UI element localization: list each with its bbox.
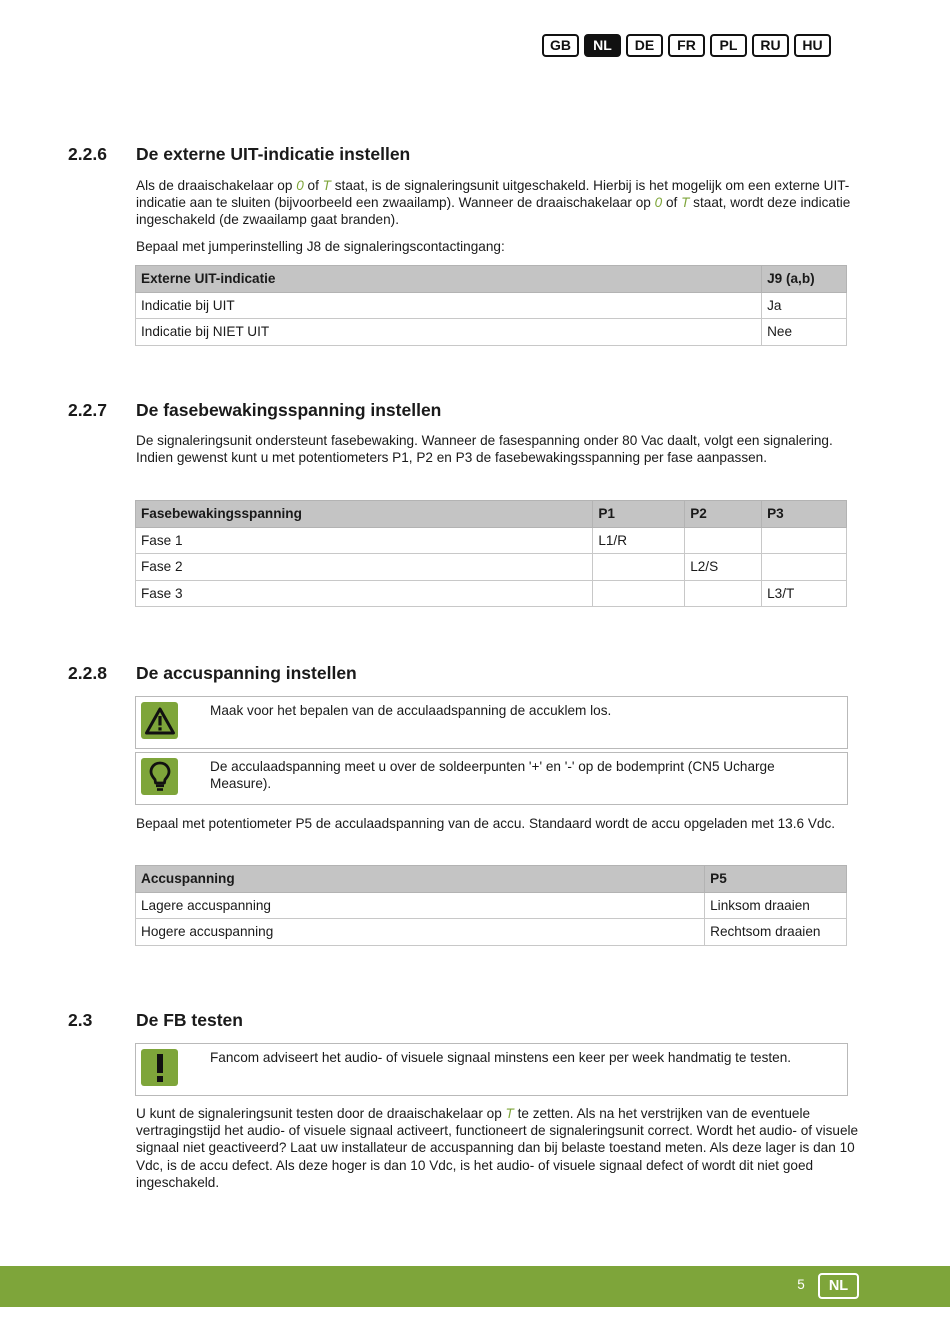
table-header-cell: Externe UIT-indicatie (136, 266, 762, 293)
warning-triangle-icon (141, 702, 178, 739)
table-cell (685, 527, 762, 554)
table-cell: Indicatie bij NIET UIT (136, 319, 762, 346)
table-cell (685, 580, 762, 607)
page-footer (0, 1266, 950, 1307)
language-tab-hu[interactable]: HU (794, 34, 831, 57)
table-cell: Lagere accuspanning (136, 892, 705, 919)
section-title: De FB testen (136, 1010, 243, 1030)
table-row (136, 527, 847, 554)
table-header-cell: P3 (762, 501, 847, 528)
table-row (136, 554, 847, 581)
phase-monitoring-table (135, 500, 847, 607)
table-cell: L3/T (762, 580, 847, 607)
section-title: De externe UIT-indicatie instellen (136, 144, 411, 164)
table-row (136, 892, 847, 919)
language-tab-nl[interactable]: NL (584, 34, 621, 57)
table-row (136, 319, 847, 346)
paragraph: De signaleringsunit ondersteunt fasebewaking. Wanneer de fasespanning onder 80 Vac daalt, volgt een signalering. Indien gewenst kunt u met potentiometers P1, P2 en P3 de fasebewakingsspanning per fase aanpassen. (136, 433, 833, 466)
table-header-row (136, 866, 847, 893)
warning-note (135, 696, 848, 749)
table-cell (593, 580, 685, 607)
table-cell: Rechtsom draaien (705, 919, 847, 946)
external-off-indication-table (135, 265, 847, 346)
table-header-row (136, 266, 847, 293)
table-cell: L1/R (593, 527, 685, 554)
tip-note (135, 752, 848, 805)
table-cell: Fase 3 (136, 580, 593, 607)
table-cell: L2/S (685, 554, 762, 581)
paragraph: U kunt de signaleringsunit testen door de draaischakelaar op T te zetten. Als na het verstrijken van de eventuele vertragingstijd het audio- of visuele signaal activeert, functioneert de signaleringsunit correct. Wordt het audio- of visuele signaal niet geactiveerd? Laat uw installateur de accuspanning dan bij belaste toestand meten. Als deze lager is dan 10 Vdc, is de accu defect. Als deze hoger is dan 10 Vdc, is het audio- of visuele signaal defect of wordt dit niet goed ingeschakeld. (136, 1106, 859, 1190)
table-cell (762, 554, 847, 581)
warning-text: Maak voor het bepalen van de acculaadspanning de accuklem los. (210, 703, 612, 718)
section-title: De fasebewakingsspanning instellen (136, 400, 442, 420)
language-tab-fr[interactable]: FR (668, 34, 705, 57)
paragraph: Bepaal met jumperinstelling J8 de signaleringscontactingang: (136, 239, 505, 254)
table-cell: Fase 1 (136, 527, 593, 554)
important-note (135, 1043, 848, 1096)
section-title: De accuspanning instellen (136, 663, 357, 683)
table-cell: Linksom draaien (705, 892, 847, 919)
table-header-cell: J9 (a,b) (762, 266, 847, 293)
section-number: 2.2.8 (68, 663, 107, 683)
table-row (136, 919, 847, 946)
lightbulb-icon (141, 758, 178, 795)
section-number: 2.2.6 (68, 144, 107, 164)
page-number: 5 (797, 1277, 805, 1292)
table-header-cell: P2 (685, 501, 762, 528)
table-header-row (136, 501, 847, 528)
table-row (136, 580, 847, 607)
section-number: 2.2.7 (68, 400, 107, 420)
section-heading-2-3 (68, 1010, 243, 1031)
paragraph: Als de draaischakelaar op 0 of T staat, is de signaleringsunit uitgeschakeld. Hierbij is het mogelijk om een externe UIT-indicatie aan te sluiten (bijvoorbeeld een zwaailamp). Wanneer de draaischakelaar op 0 of T staat, wordt deze indicatie ingeschakeld (de zwaailamp gaat branden). (136, 178, 851, 228)
battery-voltage-table (135, 865, 847, 946)
important-text: Fancom adviseert het audio- of visuele signaal minstens een keer per week handmatig te testen. (210, 1050, 792, 1065)
language-tab-gb[interactable]: GB (542, 34, 579, 57)
language-tab-ru[interactable]: RU (752, 34, 789, 57)
tip-text: De acculaadspanning meet u over de soldeerpunten '+' en '-' op de bodemprint (CN5 Ucharge Measure). (210, 759, 775, 792)
table-header-cell: P5 (705, 866, 847, 893)
table-header-cell: Fasebewakingsspanning (136, 501, 593, 528)
table-cell: Fase 2 (136, 554, 593, 581)
table-cell: Indicatie bij UIT (136, 292, 762, 319)
table-cell (762, 527, 847, 554)
section-heading-2-2-7 (68, 400, 441, 421)
table-row (136, 292, 847, 319)
table-cell: Hogere accuspanning (136, 919, 705, 946)
language-selector (542, 34, 831, 57)
language-tab-pl[interactable]: PL (710, 34, 747, 57)
section-heading-2-2-8 (68, 663, 357, 684)
table-cell: Nee (762, 319, 847, 346)
paragraph: Bepaal met potentiometer P5 de acculaadspanning van de accu. Standaard wordt de accu opgeladen met 13.6 Vdc. (136, 816, 836, 831)
table-header-cell: P1 (593, 501, 685, 528)
table-cell (593, 554, 685, 581)
table-cell: Ja (762, 292, 847, 319)
language-tab-de[interactable]: DE (626, 34, 663, 57)
section-heading-2-2-6 (68, 144, 410, 165)
exclamation-icon (141, 1049, 178, 1086)
section-number: 2.3 (68, 1010, 93, 1030)
footer-language-badge: NL (818, 1273, 859, 1299)
table-header-cell: Accuspanning (136, 866, 705, 893)
